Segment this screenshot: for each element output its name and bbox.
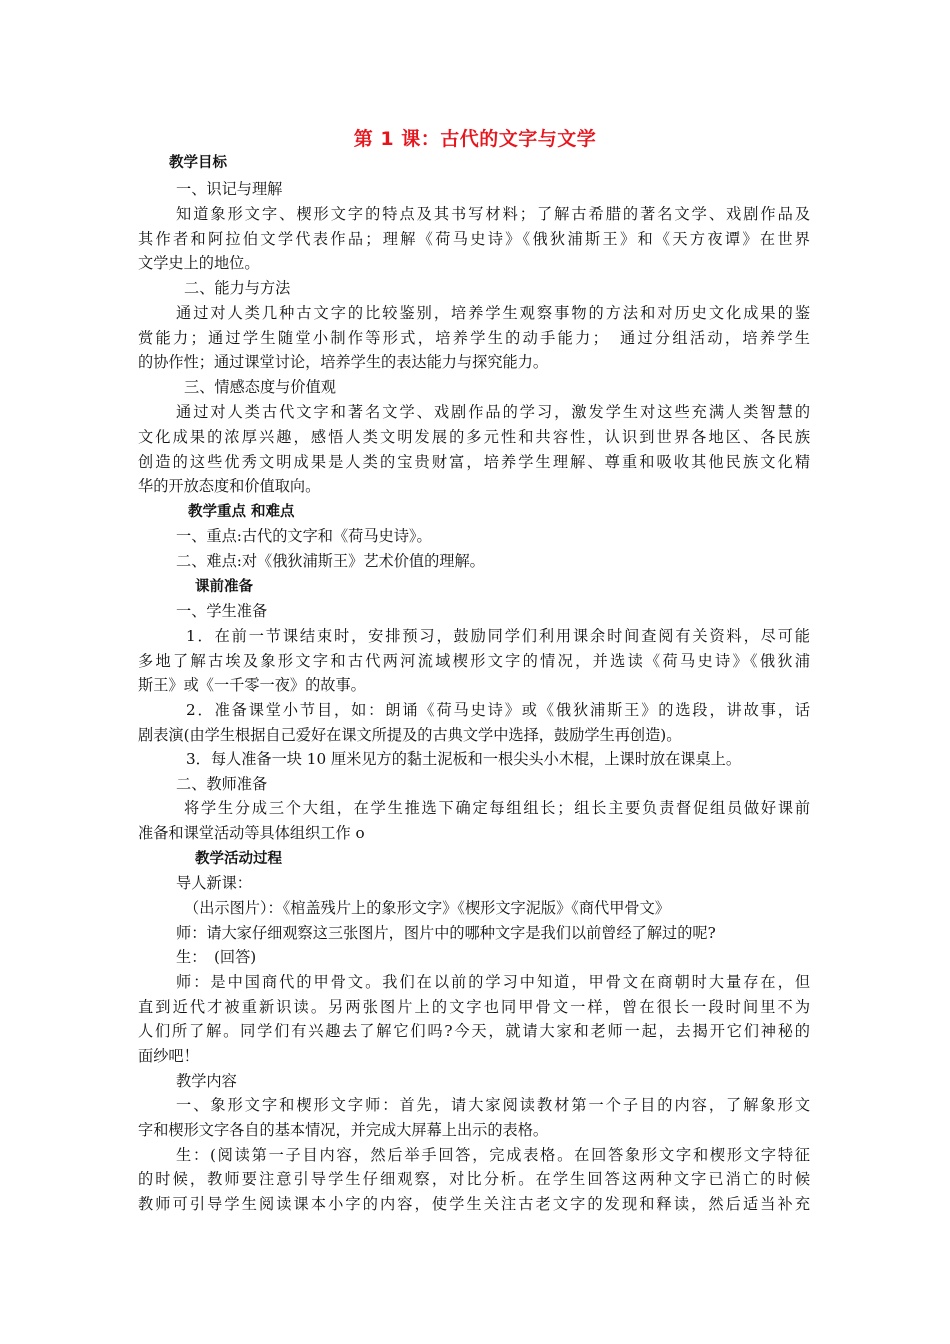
paragraph-line: 准备和课堂活动等具体组织工作 o	[138, 824, 365, 842]
paragraph-line: 通过对人类几种古文字的比较鉴别，培养学生观察事物的方法和对历史文化成果的鉴	[176, 304, 810, 322]
subheading: 一、学生准备	[176, 602, 268, 620]
subheading: 一、识记与理解	[176, 180, 283, 198]
paragraph-line: 剧表演(由学生根据自己爱好在课文所提及的古典文学中选择，鼓励学生再创造)。	[138, 726, 682, 744]
paragraph-line: 二、难点:对《俄狄浦斯王》艺术价值的理解。	[176, 552, 485, 570]
paragraph-line: 其作者和阿拉伯文学代表作品；理解《荷马史诗》《俄狄浦斯王》和《天方夜谭》在世界	[138, 230, 810, 248]
section-heading-preparation: 课前准备	[195, 579, 253, 595]
paragraph-line: 文学史上的地位。	[138, 254, 260, 272]
paragraph-line: 生： (回答)	[176, 948, 257, 966]
paragraph-line: 师：是中国商代的甲骨文。我们在以前的学习中知道，甲骨文在商朝时大量存在，但	[176, 973, 810, 991]
section-heading-objectives: 教学目标	[169, 155, 227, 171]
paragraph-line: （出示图片）：《棺盖残片上的象形文字》《楔形文字泥版》《商代甲骨文》	[184, 899, 670, 917]
paragraph-line: 生：(阅读第一子目内容，然后举手回答，完成表格。在回答象形文字和楔形文字特征	[176, 1146, 810, 1164]
paragraph-line: 面纱吧！	[138, 1047, 199, 1065]
subheading: 三、情感态度与价值观	[184, 378, 336, 396]
paragraph-line: 赏能力；通过学生随堂小制作等形式，培养学生的动手能力； 通过分组活动，培养学生	[138, 329, 810, 347]
paragraph-line: 将学生分成三个大组，在学生推选下确定每组组长；组长主要负责督促组员做好课前	[184, 799, 810, 817]
paragraph-line: 文化成果的浓厚兴趣，感悟人类文明发展的多元性和共容性，认识到世界各地区、各民族	[138, 428, 810, 446]
paragraph-line: 直到近代才被重新识读。另两张图片上的文字也同甲骨文一样，曾在很长一段时间里不为	[138, 998, 810, 1016]
section-heading-process: 教学活动过程	[195, 851, 282, 867]
paragraph-line: 一、重点:古代的文字和《荷马史诗》。	[176, 527, 432, 545]
paragraph-line: 字和楔形文字各自的基本情况，并完成大屏幕上出示的表格。	[138, 1121, 549, 1139]
paragraph-line: 师：请大家仔细观察这三张图片，图片中的哪种文字是我们以前曾经了解过的呢?	[176, 924, 716, 942]
lesson-title: 第 1 课：古代的文字与文学	[353, 128, 597, 150]
section-heading-key-points: 教学重点 和难点	[188, 504, 295, 520]
paragraph-line: 2．准备课堂小节目，如：朗诵《荷马史诗》或《俄狄浦斯王》的选段，讲故事，话	[186, 701, 810, 719]
paragraph-line: 通过对人类古代文字和著名文学、戏剧作品的学习，激发学生对这些充满人类智慧的	[176, 403, 810, 421]
paragraph-line: 导人新课：	[176, 874, 252, 892]
paragraph-line: 华的开放态度和价值取向。	[138, 477, 321, 495]
subheading: 二、能力与方法	[184, 279, 291, 297]
subheading: 教学内容	[176, 1072, 237, 1090]
paragraph-line: 教师可引导学生阅读课本小字的内容，使学生关注古老文字的发现和释读，然后适当补充	[138, 1195, 810, 1213]
paragraph-line: 知道象形文字、楔形文字的特点及其书写材料；了解古希腊的著名文学、戏剧作品及	[176, 205, 810, 223]
paragraph-line: 创造的这些优秀文明成果是人类的宝贵财富，培养学生理解、尊重和吸收其他民族文化精	[138, 453, 810, 471]
paragraph-line: 的协作性；通过课堂讨论，培养学生的表达能力与探究能力。	[138, 353, 549, 371]
paragraph-line: 多地了解古埃及象形文字和古代两河流域楔形文字的情况，并选读《荷马史诗》《俄狄浦	[138, 652, 810, 670]
paragraph-line: 1．在前一节课结束时，安排预习，鼓励同学们利用课余时间查阅有关资料，尽可能	[186, 627, 810, 645]
paragraph-line: 斯王》或《一千零一夜》的故事。	[138, 676, 366, 694]
paragraph-line: 人们所了解。同学们有兴趣去了解它们吗?今天，就请大家和老师一起，去揭开它们神秘的	[138, 1022, 810, 1040]
subheading: 二、教师准备	[176, 775, 268, 793]
paragraph-line: 一、象形文字和楔形文字师：首先，请大家阅读教材第一个子目的内容，了解象形文	[176, 1096, 810, 1114]
paragraph-line: 的时候，教师要注意引导学生仔细观察，对比分析。在学生回答这两种文字已消亡的时候	[138, 1170, 810, 1188]
paragraph-line: 3．每人准备一块 10 厘米见方的黏土泥板和一根尖头小木棍，上课时放在课桌上。	[186, 750, 742, 768]
